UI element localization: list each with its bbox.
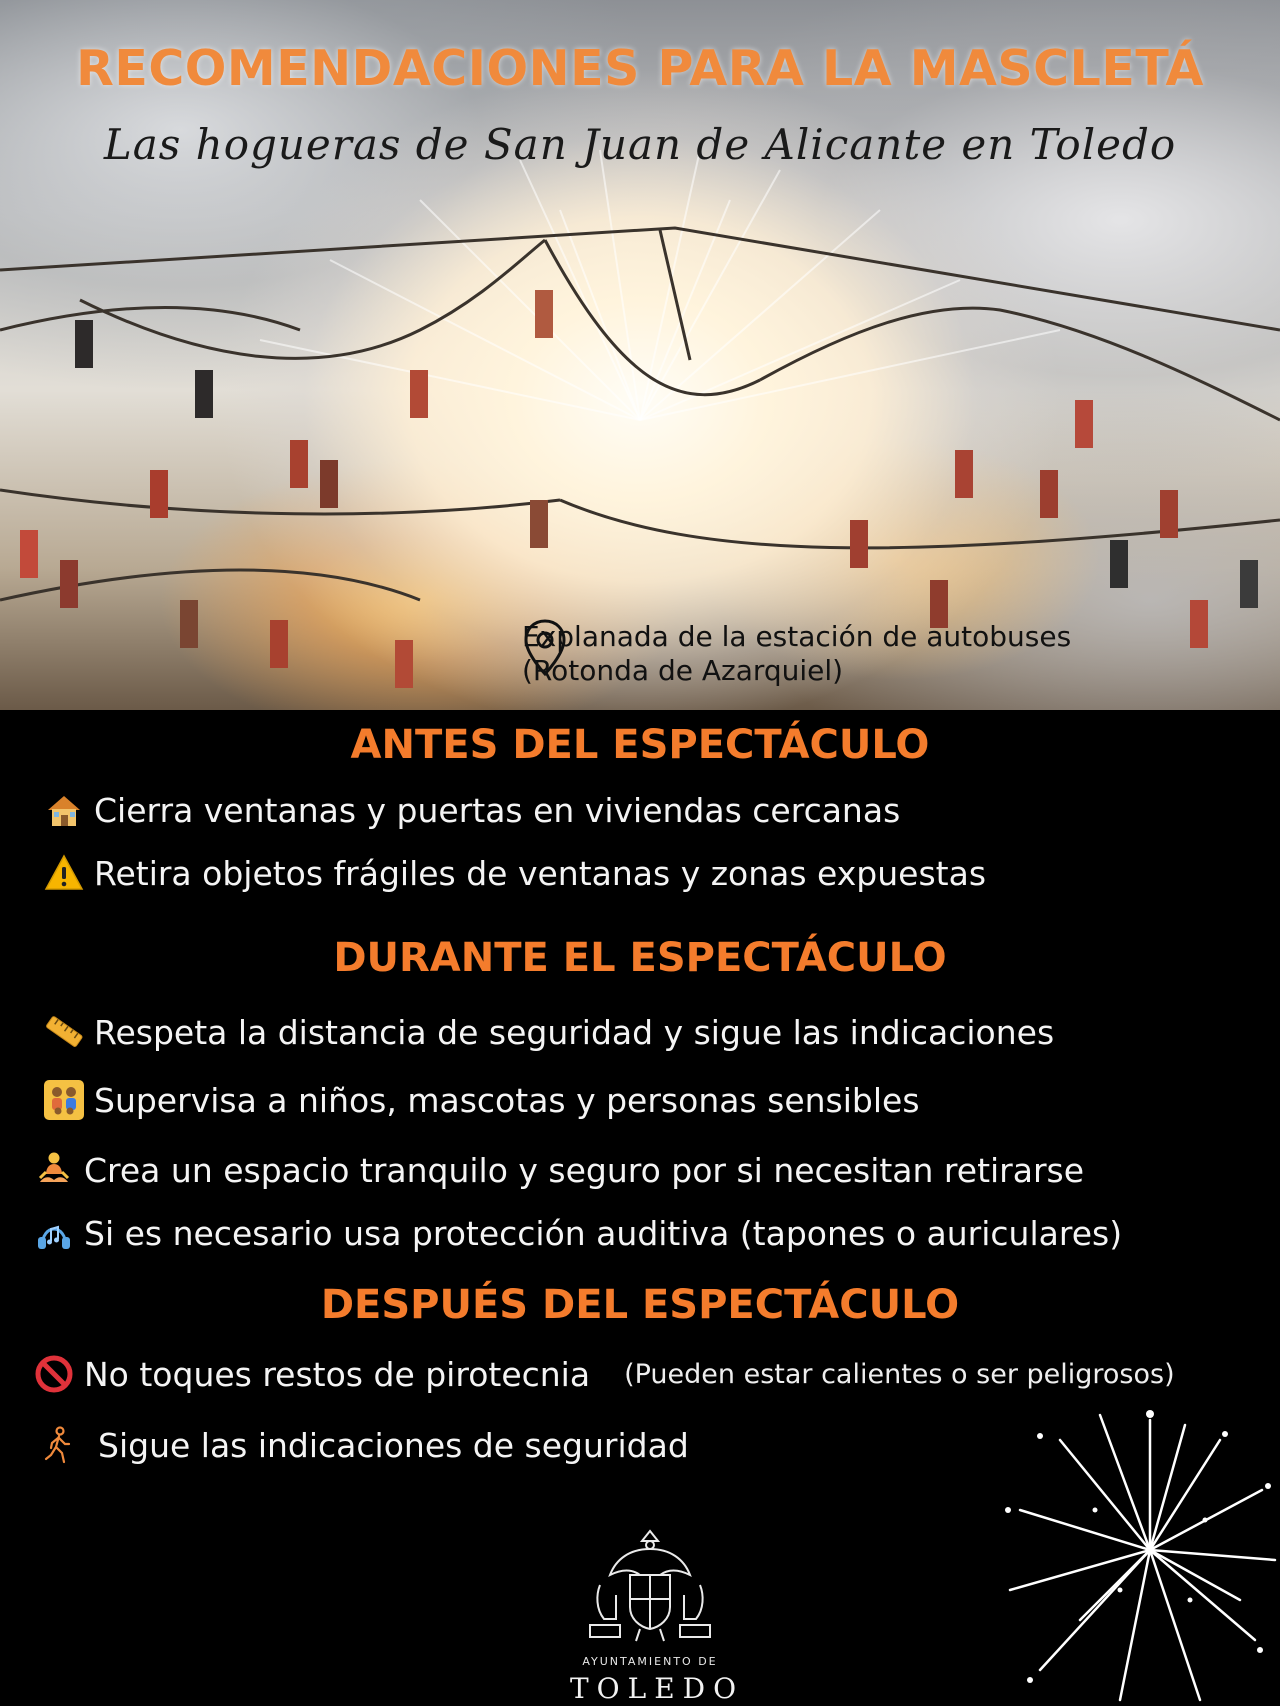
list-item [44,1080,920,1120]
ruler-icon [44,1012,84,1052]
list-item [44,853,986,893]
list-item [44,1012,1054,1052]
warning-icon [44,853,84,893]
list-item-text: Retira objetos frágiles de ventanas y zonas expuestas [94,853,987,893]
section-heading-despues: DESPUÉS DEL ESPECTÁCULO [320,1282,960,1328]
list-item [34,1150,1084,1190]
list-item-text: Respeta la distancia de seguridad y sigue las indicaciones [94,1012,1055,1052]
list-item [44,790,900,830]
map-pin-icon [522,618,568,678]
list-item-text: Sigue las indicaciones de seguridad [98,1425,689,1465]
list-item [38,1425,689,1465]
org-label-small: AYUNTAMIENTO DE [582,1655,718,1668]
list-item-text: Crea un espacio tranquilo y seguro por si necesitan retirarse [84,1150,1085,1190]
list-item [34,1213,1122,1253]
list-item-text: Supervisa a niños, mascotas y personas sensibles [94,1080,920,1120]
location-line-1: Explanada de la estación de autobuses [522,620,1072,653]
section-heading-durante: DURANTE EL ESPECTÁCULO [333,935,947,981]
org-label-big: TOLEDO [570,1672,745,1705]
ayuntamiento-toledo-logo [570,1525,745,1705]
poster-title: RECOMENDACIONES PARA LA MASCLETÁ [76,40,1204,97]
meditation-icon [34,1150,74,1190]
walking-person-icon [38,1425,78,1465]
list-item-note: (Pueden estar calientes o ser peligrosos) [624,1358,1175,1390]
poster-subtitle: Las hogueras de San Juan de Alicante en Toledo [103,120,1177,169]
hero-photo [0,0,1280,710]
list-item-text: Cierra ventanas y puertas en viviendas cercanas [94,790,901,830]
coat-of-arms-icon [570,1525,730,1645]
firecracker-strings-illustration [0,0,1280,710]
location-line-2: (Rotonda de Azarquiel) [522,654,844,687]
prohibited-icon [34,1354,74,1394]
event-location [522,620,1242,688]
house-icon [44,790,84,830]
firework-burst-illustration [1000,1400,1280,1706]
list-item [34,1354,1175,1394]
section-heading-antes: ANTES DEL ESPECTÁCULO [350,722,930,768]
family-icon [44,1080,84,1120]
music-notes-icon [34,1213,74,1253]
list-item-text: Si es necesario usa protección auditiva (tapones o auriculares) [84,1213,1123,1253]
list-item-text: No toques restos de pirotecnia [84,1354,591,1394]
